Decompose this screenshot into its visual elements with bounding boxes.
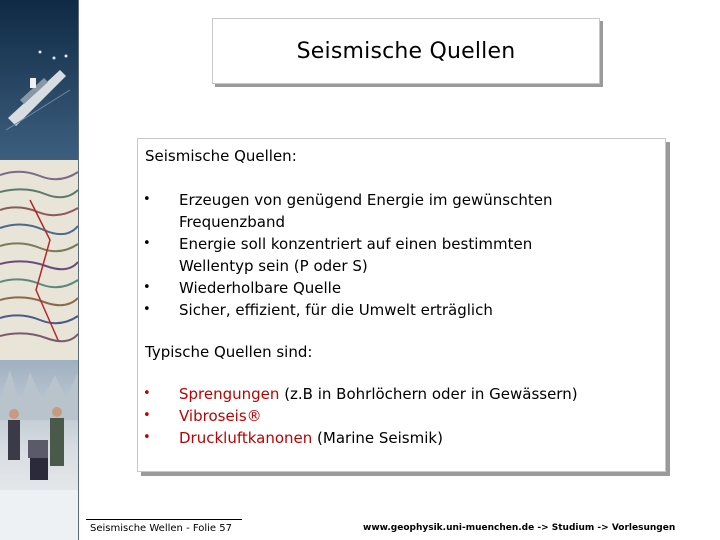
source-name: Sprengungen: [179, 385, 280, 403]
list-item: [138, 299, 653, 321]
ship-photo: [0, 0, 78, 160]
list-item: [138, 189, 653, 233]
list-item: [138, 233, 653, 277]
bullet-icon: •: [143, 280, 151, 295]
title-box: [212, 18, 600, 84]
list-item-text: Frequenzband: [179, 213, 285, 231]
strip-divider: [78, 0, 79, 540]
footer-slide-info: Seismische Wellen - Folie 57: [90, 523, 232, 534]
section-heading-properties: Seismische Quellen:: [145, 147, 297, 165]
list-item-text: Sicher, effizient, für die Umwelt erträglich: [179, 301, 493, 319]
bullet-icon: •: [143, 302, 151, 317]
list-item-text: Erzeugen von genügend Energie im gewünschten: [179, 191, 553, 209]
properties-list: [138, 189, 653, 321]
source-note: (z.B in Bohrlöchern oder in Gewässern): [279, 385, 578, 403]
bullet-icon: •: [143, 430, 151, 445]
field-crew-snow-photo: [0, 360, 78, 540]
footer-divider: [86, 519, 242, 520]
list-item: [138, 427, 653, 449]
list-item: [138, 405, 653, 427]
list-item-text: Wiederholbare Quelle: [179, 279, 342, 297]
list-item-text: Wellentyp sein (P oder S): [179, 257, 368, 275]
content-box: [137, 138, 666, 472]
seismic-section-image: [0, 160, 78, 360]
source-name: Vibroseis®: [179, 407, 262, 425]
section-heading-typical-sources: Typische Quellen sind:: [145, 343, 313, 361]
list-item: [138, 277, 653, 299]
list-item: [138, 383, 653, 405]
slide-title: Seismische Quellen: [296, 38, 516, 64]
source-name: Druckluftkanonen: [179, 429, 313, 447]
typical-sources-list: [138, 383, 653, 449]
footer-url[interactable]: www.geophysik.uni-muenchen.de -> Studium -> Vorlesungen: [363, 523, 676, 533]
bullet-icon: •: [143, 236, 151, 251]
bullet-icon: •: [143, 192, 151, 207]
bullet-icon: •: [143, 408, 151, 423]
source-note: (Marine Seismik): [312, 429, 443, 447]
left-decorative-strip: [0, 0, 78, 540]
decor-strip-graphic: [0, 0, 78, 540]
bullet-icon: •: [143, 386, 151, 401]
list-item-text: Energie soll konzentriert auf einen bestimmten: [179, 235, 533, 253]
